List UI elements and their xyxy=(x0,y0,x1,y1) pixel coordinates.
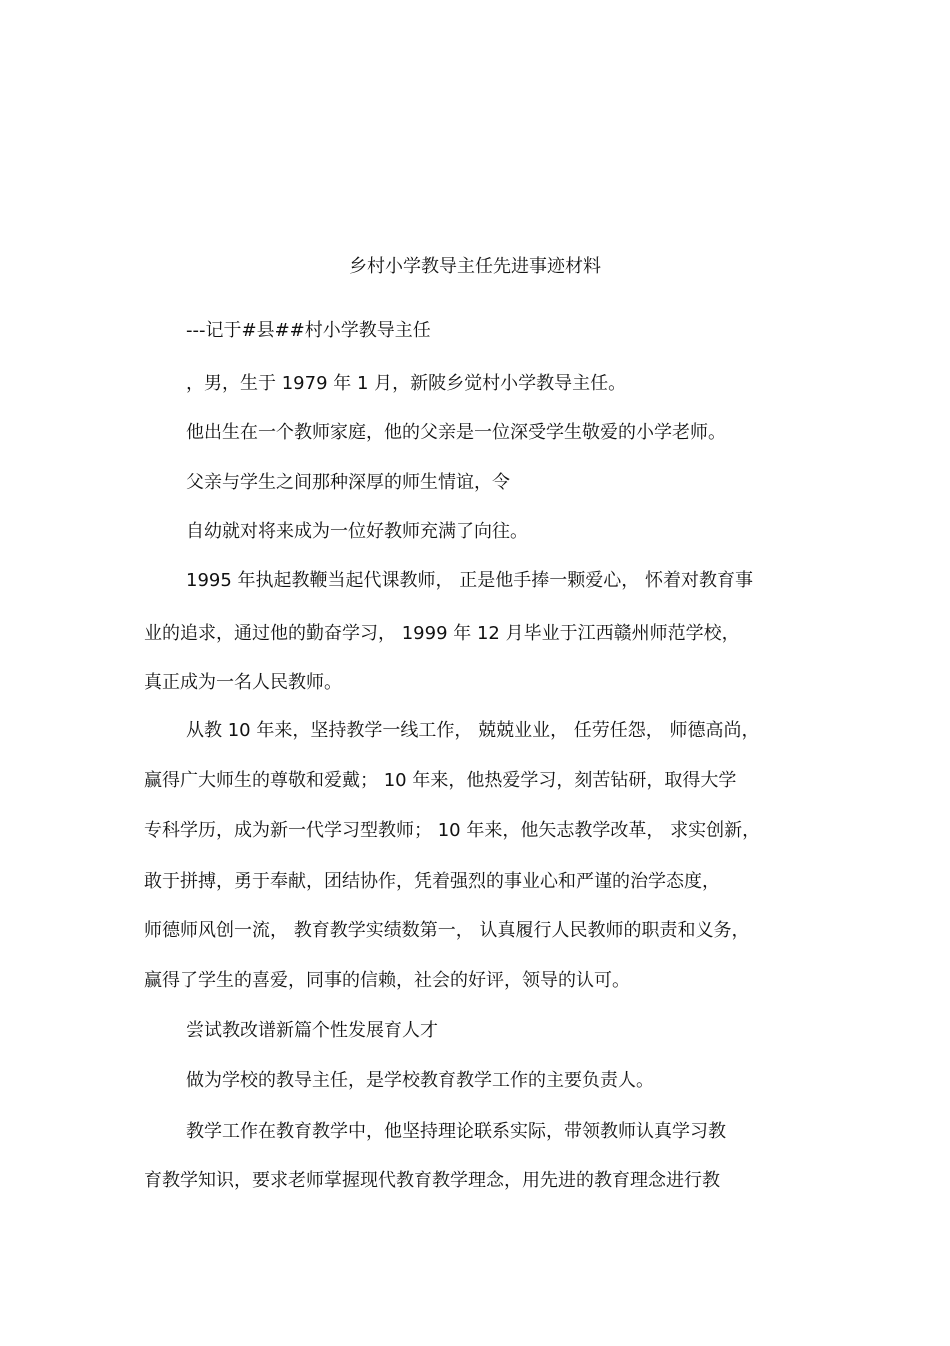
paragraph-line: 赢得了学生的喜爱，同事的信赖，社会的好评，领导的认可。 xyxy=(144,970,630,991)
section-heading: 尝试教改谱新篇个性发展育人才 xyxy=(186,1020,438,1041)
paragraph-line: 育教学知识，要求老师掌握现代教育教学理念，用先进的教育理念进行教 xyxy=(144,1170,720,1191)
subtitle-line: ---记于#县##村小学教导主任 xyxy=(186,320,431,341)
paragraph-line: 敢于拼搏，勇于奉献，团结协作，凭着强烈的事业心和严谨的治学态度， xyxy=(144,871,720,892)
paragraph-line: 师德师风创一流， 教育教学实绩数第一， 认真履行人民教师的职责和义务， xyxy=(144,920,750,941)
paragraph-line: 父亲与学生之间那种深厚的师生情谊，令 xyxy=(186,472,510,493)
paragraph-line: 自幼就对将来成为一位好教师充满了向往。 xyxy=(186,521,528,542)
paragraph-line: 赢得广大师生的尊敬和爱戴； 10 年来，他热爱学习，刻苦钻研，取得大学 xyxy=(144,770,737,791)
document-title: 乡村小学教导主任先进事迹材料 xyxy=(349,256,601,277)
paragraph-line: 教学工作在教育教学中，他坚持理论联系实际，带领教师认真学习教 xyxy=(186,1121,726,1142)
paragraph-line: 1995 年执起教鞭当起代课教师， 正是他手捧一颗爱心， 怀着对教育事 xyxy=(186,570,753,591)
paragraph-line: 做为学校的教导主任，是学校教育教学工作的主要负责人。 xyxy=(186,1070,654,1091)
paragraph-line: 业的追求，通过他的勤奋学习， 1999 年 12 月毕业于江西赣州师范学校， xyxy=(144,623,740,644)
paragraph-line: 真正成为一名人民教师。 xyxy=(144,672,342,693)
paragraph-line: ，男，生于 1979 年 1 月，新陂乡觉村小学教导主任。 xyxy=(186,373,627,394)
paragraph-line: 专科学历，成为新一代学习型教师； 10 年来，他矢志教学改革， 求实创新， xyxy=(144,820,761,841)
paragraph-line: 他出生在一个教师家庭，他的父亲是一位深受学生敬爱的小学老师。 xyxy=(186,422,726,443)
paragraph-line: 从教 10 年来，坚持教学一线工作， 兢兢业业， 任劳任怨， 师德高尚， xyxy=(186,720,760,741)
